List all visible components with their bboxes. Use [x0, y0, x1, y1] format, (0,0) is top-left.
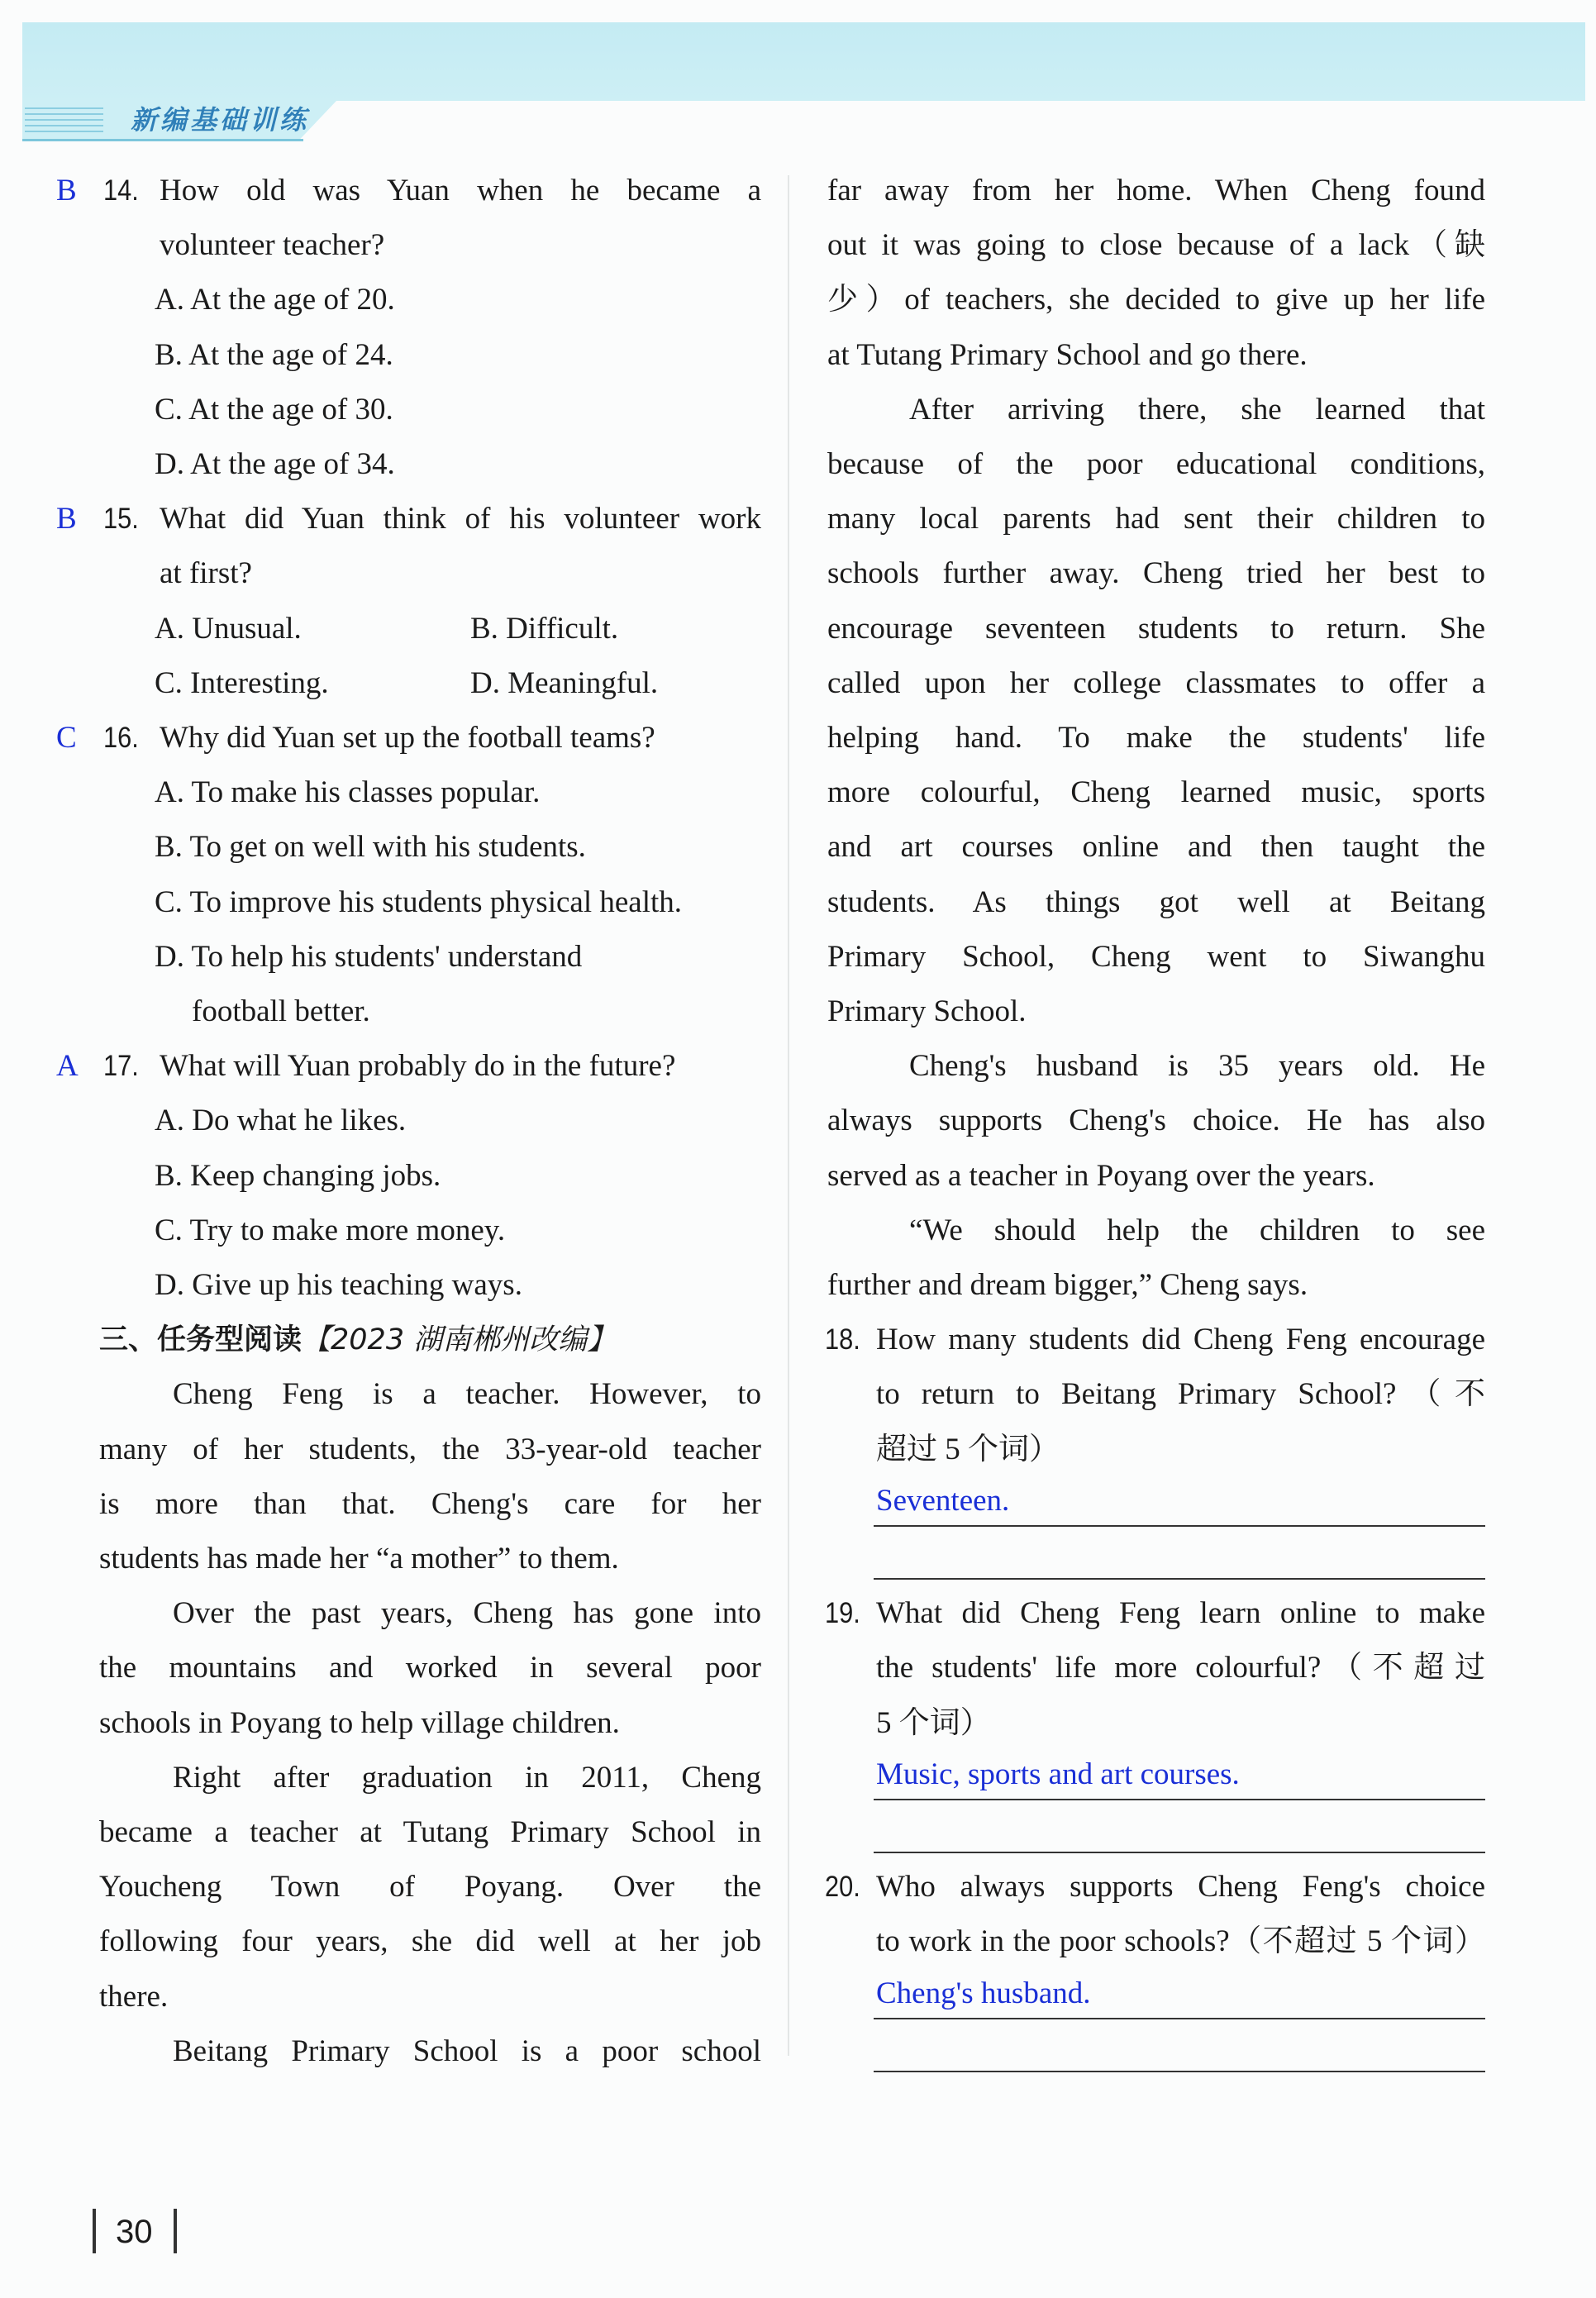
question-text: 超过 5 个词） — [876, 1432, 1060, 1466]
passage-line: served as a teacher in Poyang over the years. — [827, 1158, 1375, 1193]
question-text: at first? — [160, 556, 252, 591]
passage-line: called upon her college classmates to offer a — [827, 665, 1485, 700]
passage-line: at Tutang Primary School and go there. — [827, 337, 1308, 372]
answer-text: Cheng's husband. — [876, 1976, 1091, 2010]
passage-line: many of her students, the 33-year-old teacher — [99, 1432, 761, 1466]
answer-mark: B — [56, 502, 77, 536]
passage-line: is more than that. Cheng's care for her — [99, 1486, 761, 1521]
question-text: to work in the poor schools?（不超过 5 个词） — [876, 1924, 1485, 1959]
section-title: 三、任务型阅读 — [99, 1323, 303, 1357]
passage-line: 少）of teachers, she decided to give up her life — [827, 283, 1485, 317]
passage-line: following four years, she did well at her job — [99, 1924, 761, 1959]
option: A. At the age of 20. — [155, 283, 395, 317]
question-number: 18. — [825, 1323, 860, 1356]
answer-underline — [874, 2018, 1485, 2019]
option: A. To make his classes popular. — [155, 775, 541, 810]
option: B. Keep changing jobs. — [155, 1158, 441, 1193]
answer-mark: B — [56, 174, 77, 207]
question-text: to return to Beitang Primary School?（不 — [876, 1377, 1485, 1412]
passage-line: far away from her home. When Cheng found — [827, 174, 1485, 207]
answer-underline — [874, 1799, 1485, 1800]
passage-line: Right after graduation in 2011, Cheng — [173, 1760, 761, 1795]
passage-line: Over the past years, Cheng has gone into — [173, 1596, 761, 1631]
passage-line: many local parents had sent their children to — [827, 502, 1485, 536]
passage-line: the mountains and worked in several poor — [99, 1651, 761, 1685]
option: D. To help his students' understand — [155, 939, 583, 974]
option: C. Interesting. — [155, 665, 329, 700]
header-band — [22, 22, 1585, 101]
answer-text: Seventeen. — [876, 1483, 1010, 1518]
question-number: 17. — [103, 1050, 139, 1083]
passage-line: and art courses online and then taught the — [827, 830, 1485, 865]
option: D. Meaningful. — [470, 665, 659, 700]
passage-line: more colourful, Cheng learned music, sports — [827, 775, 1485, 810]
option: C. To improve his students physical health. — [155, 884, 682, 919]
passage-line: After arriving there, she learned that — [909, 392, 1485, 427]
option: C. At the age of 30. — [155, 392, 393, 427]
passage-line: further and dream bigger,” Cheng says. — [827, 1268, 1308, 1302]
blank-answer-line — [874, 1852, 1485, 1853]
passage-line: Primary School. — [827, 994, 1027, 1028]
question-text: volunteer teacher? — [160, 228, 385, 263]
passage-line: there. — [99, 1979, 169, 2014]
answer-text: Music, sports and art courses. — [876, 1757, 1240, 1791]
passage-line: students. As things got well at Beitang — [827, 884, 1485, 919]
option: B. Difficult. — [470, 611, 619, 646]
passage-line: out it was going to close because of a lack（缺 — [827, 228, 1485, 263]
option: B. At the age of 24. — [155, 337, 393, 372]
question-text: How many students did Cheng Feng encourage — [876, 1323, 1485, 1357]
passage-line: encourage seventeen students to return. She — [827, 611, 1485, 646]
passage-line: “We should help the children to see — [909, 1213, 1485, 1247]
page-number-bar-left — [93, 2209, 96, 2253]
answer-underline — [874, 1525, 1485, 1527]
section-heading — [99, 1313, 616, 1367]
question-text: Who always supports Cheng Feng's choice — [876, 1870, 1485, 1905]
option-continued: football better. — [192, 994, 370, 1028]
column-divider — [788, 175, 789, 2056]
passage-line: Youcheng Town of Poyang. Over the — [99, 1870, 761, 1905]
page-number: 30 — [116, 2214, 153, 2250]
passage-line: Primary School, Cheng went to Siwanghu — [827, 939, 1485, 974]
question-number: 19. — [825, 1597, 860, 1630]
question-text: What will Yuan probably do in the future? — [160, 1049, 676, 1084]
blank-answer-line — [874, 1578, 1485, 1580]
passage-line: students has made her “a mother” to them. — [99, 1542, 619, 1576]
blank-answer-line — [874, 2071, 1485, 2072]
section-source: 【2023 湖南郴州改编】 — [302, 1323, 617, 1357]
book-title: 新编基础训练 — [131, 104, 310, 136]
option: D. At the age of 34. — [155, 447, 395, 481]
question-number: 14. — [103, 174, 139, 207]
passage-line: always supports Cheng's choice. He has also — [827, 1104, 1485, 1138]
question-text: Why did Yuan set up the football teams? — [160, 721, 655, 755]
answer-mark: C — [56, 721, 77, 755]
answer-mark: A — [56, 1049, 79, 1084]
option: D. Give up his teaching ways. — [155, 1268, 522, 1302]
passage-line: became a teacher at Tutang Primary School in — [99, 1815, 761, 1849]
question-text: What did Cheng Feng learn online to make — [876, 1596, 1485, 1631]
passage-line: helping hand. To make the students' life — [827, 721, 1485, 755]
question-text: the students' life more colourful?（不超过 — [876, 1651, 1485, 1685]
question-number: 16. — [103, 722, 139, 754]
question-text: What did Yuan think of his volunteer work — [160, 502, 761, 536]
question-text: How old was Yuan when he became a — [160, 174, 761, 207]
page-number-bar-right — [174, 2209, 177, 2253]
option: C. Try to make more money. — [155, 1213, 506, 1247]
option: A. Do what he likes. — [155, 1104, 407, 1138]
header-stripes — [25, 107, 103, 136]
header-rule — [22, 139, 303, 141]
passage-line: Beitang Primary School is a poor school — [173, 2033, 761, 2068]
option: B. To get on well with his students. — [155, 830, 586, 865]
passage-line: Cheng's husband is 35 years old. He — [909, 1049, 1485, 1084]
question-number: 15. — [103, 503, 139, 536]
question-number: 20. — [825, 1871, 860, 1904]
passage-line: Cheng Feng is a teacher. However, to — [173, 1377, 761, 1412]
passage-line: schools in Poyang to help village children. — [99, 1705, 620, 1740]
passage-line: because of the poor educational conditions, — [827, 447, 1485, 481]
passage-line: schools further away. Cheng tried her best to — [827, 556, 1485, 591]
option: A. Unusual. — [155, 611, 302, 646]
question-text: 5 个词） — [876, 1705, 991, 1740]
